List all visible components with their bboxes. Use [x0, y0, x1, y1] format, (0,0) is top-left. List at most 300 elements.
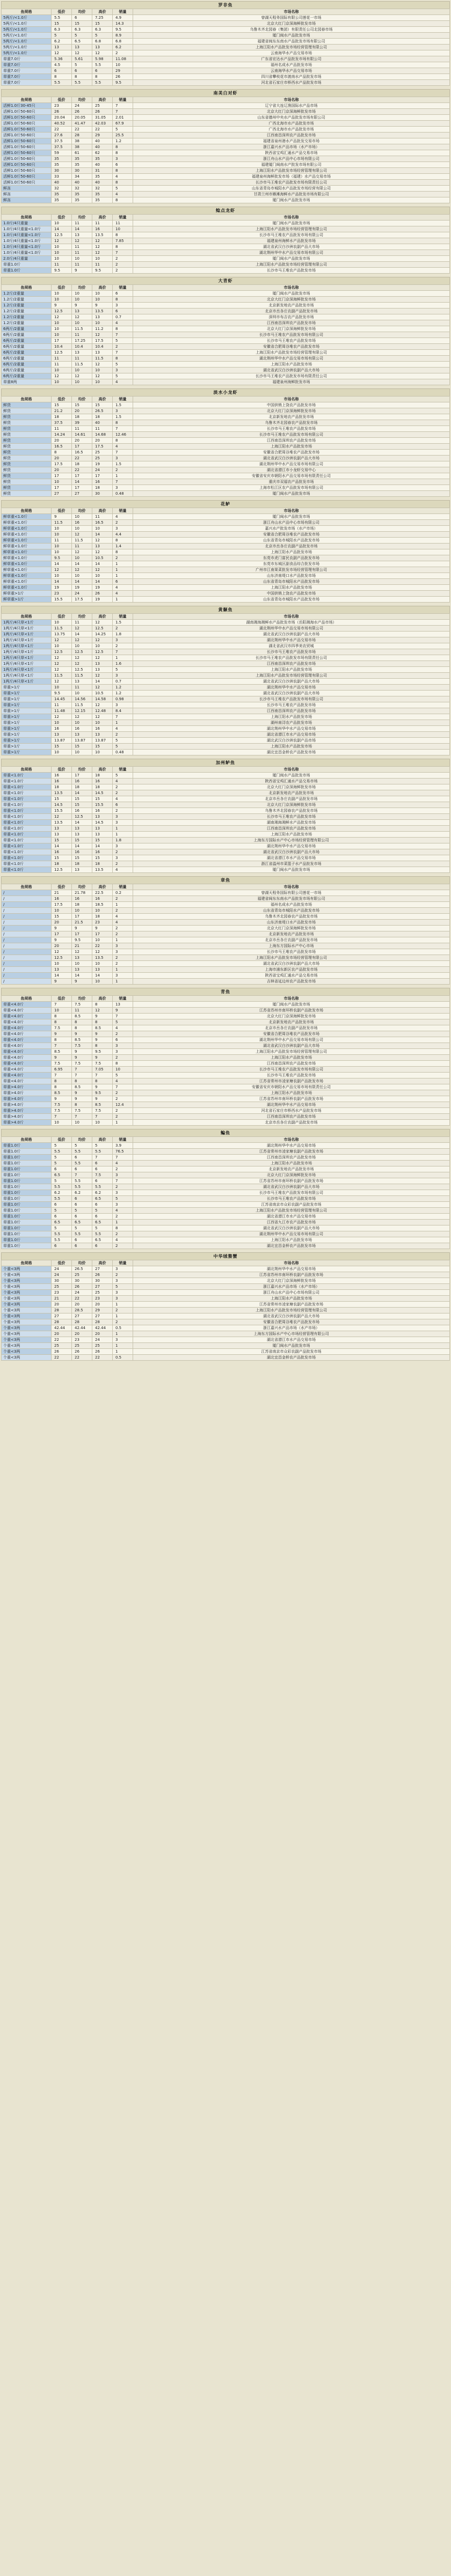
sales-volume-cell: 1	[113, 561, 133, 567]
table-row	[2, 820, 450, 826]
section-jiazhouluyu	[1, 759, 450, 873]
sales-volume-cell: 5	[113, 338, 133, 344]
avg-price-cell: 14	[72, 479, 92, 485]
table-row	[2, 591, 450, 597]
avg-price-cell: 6	[72, 1202, 92, 1208]
low-price-cell: 13	[52, 967, 72, 973]
price-table	[1, 396, 450, 497]
avg-price-cell: 16.5	[72, 450, 92, 456]
sales-volume-cell: 5	[113, 744, 133, 750]
avg-price-cell: 12	[72, 549, 92, 555]
market-name-cell: 江西南昌深圳农产品批发市场	[133, 320, 450, 326]
fish-spec-cell: 活鲜1.0斤30-45只	[2, 103, 52, 109]
avg-price-cell: 28.5	[72, 1308, 92, 1313]
fish-spec-cell: 草重<1.0斤	[2, 832, 52, 838]
market-name-cell: 北京大红门京深海鲜批发市场	[133, 1014, 450, 1019]
sales-volume-cell: 2	[113, 955, 133, 961]
sales-volume-cell: 8	[113, 232, 133, 238]
high-price-cell: 22	[92, 127, 113, 133]
market-name-cell: 江西南昌深圳农产品批发市场	[133, 1061, 450, 1067]
market-name-cell: 山东济南堤口水产品批发市场	[133, 573, 450, 579]
high-price-cell: 12	[92, 620, 113, 626]
high-price-cell: 14	[92, 843, 113, 849]
fish-spec-cell: 草重<1.0斤	[2, 790, 52, 796]
low-price-cell: 8	[52, 1084, 72, 1090]
table-row	[2, 197, 450, 203]
fish-spec-cell: 6两斤/2重量	[2, 368, 52, 373]
fish-spec-cell: 1.0斤/4只重量<1.0斤	[2, 238, 52, 244]
sales-volume-cell: 2	[113, 808, 133, 814]
fish-spec-cell: 鲜货	[2, 426, 52, 432]
market-name-cell: 厦门闽水产品批发市场	[133, 256, 450, 262]
avg-price-cell: 8	[72, 1102, 92, 1108]
low-price-cell: 14	[52, 561, 72, 567]
fish-spec-cell: 1.2斤/2重量	[2, 303, 52, 309]
high-price-cell: 10	[92, 379, 113, 385]
avg-price-cell: 10	[72, 297, 92, 303]
low-price-cell: 10	[52, 320, 72, 326]
low-price-cell: 8.5	[52, 1049, 72, 1055]
sales-volume-cell: 2	[113, 1090, 133, 1096]
avg-price-cell: 17	[72, 773, 92, 779]
avg-price-cell: 21.78	[72, 890, 92, 896]
column-header-sales: 销量	[113, 996, 133, 1002]
column-header-high: 高价	[92, 97, 113, 103]
table-row	[2, 779, 450, 784]
avg-price-cell: 15	[72, 796, 92, 802]
avg-price-cell: 5.5	[72, 1231, 92, 1237]
low-price-cell: 7.5	[52, 1061, 72, 1067]
fish-spec-cell: 1两斤/4只草<1斤	[2, 620, 52, 626]
table-row	[2, 444, 450, 450]
table-row	[2, 808, 450, 814]
low-price-cell: 9.5	[52, 691, 72, 696]
high-price-cell: 10	[92, 368, 113, 373]
avg-price-cell: 12	[72, 626, 92, 632]
market-name-cell: 上海江阳水产品批发市场	[133, 1090, 450, 1096]
table-row	[2, 1237, 450, 1243]
market-name-cell: 湖南湘海湘鲜水产品批发市场（岳阳湘海水产品市场）	[133, 620, 450, 626]
avg-price-cell: 12.5	[72, 667, 92, 673]
fish-spec-cell: 鲜货	[2, 479, 52, 485]
table-row	[2, 297, 450, 303]
fish-spec-cell: 草重>4.0斤	[2, 1096, 52, 1102]
high-price-cell: 30	[92, 1278, 113, 1284]
fish-spec-cell: /	[2, 961, 52, 967]
fish-spec-cell: 草重1.0斤	[2, 1225, 52, 1231]
low-price-cell: 5.36	[52, 56, 72, 62]
table-row	[2, 262, 450, 268]
sales-volume-cell: 4	[113, 174, 133, 180]
sales-volume-cell: 7	[113, 1155, 133, 1161]
market-name-cell: 长沙市马王堆农产品批发市场有限公司	[133, 332, 450, 338]
market-name-cell: 浙江省温州市菜篮子水产品批发市场	[133, 861, 450, 867]
fish-spec-cell: 草重>1斤	[2, 744, 52, 750]
column-header-low: 低价	[52, 508, 72, 514]
sales-volume-cell: 3	[113, 1290, 133, 1296]
table-row	[2, 573, 450, 579]
market-name-cell: 上海东方国际水产中心市场经营管理有限公司	[133, 838, 450, 843]
column-header-market: 市场名称	[133, 884, 450, 890]
low-price-cell: 12.5	[52, 867, 72, 873]
avg-price-cell: 11	[72, 221, 92, 226]
column-header-avg: 均价	[72, 397, 92, 402]
fish-spec-cell: 1两斤/4只草<1斤	[2, 667, 52, 673]
low-price-cell: 14	[52, 579, 72, 585]
table-row	[2, 620, 450, 626]
market-name-cell: 上海江阳水产品批发市场	[133, 444, 450, 450]
high-price-cell: 35	[92, 192, 113, 197]
avg-price-cell: 11.5	[72, 362, 92, 368]
high-price-cell: 10	[92, 1120, 113, 1126]
sales-volume-cell: 2	[113, 1096, 133, 1102]
column-header-spec: 鱼规格	[2, 397, 52, 402]
low-price-cell: 8	[52, 1019, 72, 1025]
low-price-cell: 20.04	[52, 115, 72, 121]
high-price-cell: 20	[92, 1302, 113, 1308]
low-price-cell: 24	[52, 1272, 72, 1278]
sales-volume-cell: 7	[113, 1014, 133, 1019]
table-row	[2, 714, 450, 720]
price-table	[1, 995, 450, 1126]
fish-spec-cell: 鲜货	[2, 432, 52, 438]
market-name-cell: 北京大红门京深海鲜批发市场	[133, 784, 450, 790]
high-price-cell: 14	[92, 561, 113, 567]
market-name-cell: 湖北荆州华中水产品交易市场有限公司	[133, 1231, 450, 1237]
high-price-cell: 12	[92, 238, 113, 244]
low-price-cell: 40	[52, 180, 72, 186]
column-header-avg: 均价	[72, 1137, 92, 1143]
table-row	[2, 1296, 450, 1302]
avg-price-cell: 5	[72, 33, 92, 39]
high-price-cell: 17	[92, 473, 113, 479]
avg-price-cell: 10	[72, 320, 92, 326]
low-price-cell: 10	[52, 244, 72, 250]
sales-volume-cell: 6	[113, 1037, 133, 1043]
avg-price-cell: 11	[72, 356, 92, 362]
high-price-cell: 10	[92, 320, 113, 326]
low-price-cell: 18	[52, 861, 72, 867]
fish-spec-cell: 草重1.0斤	[2, 268, 52, 274]
table-row	[2, 473, 450, 479]
sales-volume-cell: 11	[113, 221, 133, 226]
market-name-cell: 湖北荆州华中水产品交易市场有限公司	[133, 250, 450, 256]
high-price-cell: 6	[92, 1243, 113, 1249]
sales-volume-cell: 5	[113, 1284, 133, 1290]
market-name-cell: 北京市岳各庄农副产品批发市场	[133, 1025, 450, 1031]
high-price-cell: 12	[92, 549, 113, 555]
fish-spec-cell: 草重7.0斤	[2, 74, 52, 80]
fish-spec-cell: 草重1.0斤	[2, 1220, 52, 1225]
avg-price-cell: 15	[72, 402, 92, 408]
avg-price-cell: 12	[72, 637, 92, 643]
column-header-spec: 鱼规格	[2, 614, 52, 620]
avg-price-cell: 9	[72, 979, 92, 985]
sales-volume-cell: 3	[113, 1278, 133, 1284]
sales-volume-cell: 7	[113, 250, 133, 256]
fish-spec-cell: 个重<3两	[2, 1319, 52, 1325]
market-name-cell: 湖北荆州华中水产品交易市场	[133, 637, 450, 643]
table-row	[2, 1284, 450, 1290]
avg-price-cell: 12.5	[72, 814, 92, 820]
table-row	[2, 667, 450, 673]
high-price-cell: 18	[92, 485, 113, 491]
table-row	[2, 138, 450, 144]
low-price-cell: 11	[52, 426, 72, 432]
avg-price-cell: 10	[72, 514, 92, 520]
column-header-avg: 均价	[72, 1260, 92, 1266]
section-title: 加州鲈鱼	[1, 759, 450, 766]
column-header-market: 市场名称	[133, 9, 450, 15]
avg-price-cell: 13	[72, 832, 92, 838]
sales-volume-cell: 1.6	[113, 661, 133, 667]
fish-spec-cell: 6两斤/2重量	[2, 338, 52, 344]
high-price-cell: 12	[92, 702, 113, 708]
sales-volume-cell: 2	[113, 262, 133, 268]
high-price-cell: 25	[92, 450, 113, 456]
avg-price-cell: 35	[72, 156, 92, 162]
fish-spec-cell: 1.2斤/2重量	[2, 297, 52, 303]
market-name-cell: 福州名成水产品批发市场	[133, 62, 450, 68]
fish-spec-cell: 个重<3两	[2, 1337, 52, 1343]
sales-volume-cell: 3	[113, 702, 133, 708]
sales-volume-cell: 1.5	[113, 620, 133, 626]
market-name-cell: 长沙市马王堆农产品批发市场	[133, 426, 450, 432]
table-row	[2, 426, 450, 432]
column-header-market: 市场名称	[133, 996, 450, 1002]
low-price-cell: 15.5	[52, 597, 72, 603]
low-price-cell: 12	[52, 567, 72, 573]
low-price-cell: 13.75	[52, 632, 72, 637]
high-price-cell: 6	[92, 68, 113, 74]
avg-price-cell: 17	[72, 444, 92, 450]
sales-volume-cell: 4	[113, 320, 133, 326]
low-price-cell: 16	[52, 779, 72, 784]
market-name-cell: 上海江阳水产品批发市场	[133, 714, 450, 720]
low-price-cell: 10	[52, 332, 72, 338]
avg-price-cell: 27	[72, 491, 92, 497]
market-name-cell: 北京大红门京深海鲜批发市场	[133, 802, 450, 808]
low-price-cell: 7	[52, 1002, 72, 1008]
market-name-cell: 江苏省南京市众彩农副产品批发市场	[133, 1202, 450, 1208]
column-header-high: 高价	[92, 614, 113, 620]
market-name-cell: 曾湖天程务国际有限公司莲花一市场	[133, 15, 450, 21]
price-table	[1, 1136, 450, 1249]
table-row	[2, 256, 450, 262]
section-huangsangyu	[1, 606, 450, 755]
sales-volume-cell: 2	[113, 1055, 133, 1061]
market-name-cell: 安徽省安庆市朝阳水产品交易市场有限责任公司	[133, 1084, 450, 1090]
avg-price-cell: 13	[72, 232, 92, 238]
high-price-cell: 12	[92, 250, 113, 256]
avg-price-cell: 6.2	[72, 1190, 92, 1196]
market-name-cell: 广州市江南果菜批发市场经营管理有限公司	[133, 567, 450, 573]
low-price-cell: 13.5	[52, 790, 72, 796]
market-name-cell: 浙江嘉兴水产品市场（水产市场）	[133, 1325, 450, 1331]
high-price-cell: 8.5	[92, 1025, 113, 1031]
high-price-cell: 12	[92, 538, 113, 544]
fish-spec-cell: 鲜货	[2, 420, 52, 426]
market-name-cell: 湖北省潜江市水产品交易市场	[133, 1337, 450, 1343]
sales-volume-cell: 5	[113, 1019, 133, 1025]
sales-volume-cell: 8	[113, 538, 133, 544]
avg-price-cell: 14	[72, 579, 92, 585]
table-row	[2, 1214, 450, 1220]
low-price-cell: 9	[52, 1096, 72, 1102]
sales-volume-cell: 29	[113, 68, 133, 74]
fish-spec-cell: /	[2, 926, 52, 931]
column-header-market: 市场名称	[133, 508, 450, 514]
fish-spec-cell: 草重<1.0斤	[2, 843, 52, 849]
low-price-cell: 17	[52, 931, 72, 937]
low-price-cell: 13	[52, 732, 72, 738]
low-price-cell: 21	[52, 1296, 72, 1302]
sales-volume-cell: 3	[113, 1296, 133, 1302]
market-name-cell: 乌鲁木齐北园春农产品批发市场	[133, 914, 450, 920]
column-header-avg: 均价	[72, 508, 92, 514]
table-row	[2, 1349, 450, 1355]
column-header-sales: 销量	[113, 285, 133, 291]
sales-volume-cell: 3	[113, 949, 133, 955]
table-row	[2, 479, 450, 485]
market-name-cell: 安徽省合肥周谷堆农产品批发市场	[133, 532, 450, 538]
column-header-sales: 销量	[113, 1260, 133, 1266]
fish-spec-cell: 鲜草重<1.0斤	[2, 532, 52, 538]
table-row	[2, 691, 450, 696]
table-row	[2, 732, 450, 738]
sales-volume-cell: 5	[113, 186, 133, 192]
table-row	[2, 268, 450, 274]
table-row	[2, 1102, 450, 1108]
column-header-spec: 鱼规格	[2, 1260, 52, 1266]
fish-spec-cell: 1.0斤/4只重量<1.0斤	[2, 244, 52, 250]
table-row	[2, 344, 450, 350]
table-row	[2, 567, 450, 573]
table-row	[2, 1143, 450, 1149]
fish-spec-cell: 草重<1.0斤	[2, 779, 52, 784]
avg-price-cell: 13	[72, 350, 92, 356]
table-row	[2, 303, 450, 309]
fish-spec-cell: 草重<4.0斤	[2, 1008, 52, 1014]
high-price-cell: 6.5	[92, 1220, 113, 1225]
low-price-cell: 20	[52, 456, 72, 461]
fish-spec-cell: 草重<4.0斤	[2, 1061, 52, 1067]
market-name-cell: 江苏省苏州市南环桥农副产品批发市场	[133, 1272, 450, 1278]
low-price-cell: 6.2	[52, 39, 72, 45]
market-name-cell: 长沙市马王堆农产品批发市场有限责任公司	[133, 655, 450, 661]
fish-spec-cell: 鲜草重>1斤	[2, 591, 52, 597]
table-row	[2, 1008, 450, 1014]
low-price-cell: 11.5	[52, 673, 72, 679]
table-row	[2, 1196, 450, 1202]
table-row	[2, 637, 450, 643]
fish-spec-cell: 草重>1斤	[2, 708, 52, 714]
fish-spec-cell: 鲜草重>1斤	[2, 597, 52, 603]
high-price-cell: 13.87	[92, 738, 113, 744]
market-name-cell: 广西北海市水产品批发市场	[133, 127, 450, 133]
fish-spec-cell: 草重1.0斤	[2, 1172, 52, 1178]
table-row	[2, 1049, 450, 1055]
low-price-cell: 42.44	[52, 1325, 72, 1331]
sales-volume-cell: 8	[113, 356, 133, 362]
low-price-cell: 27	[52, 1313, 72, 1319]
low-price-cell: 5.5	[52, 1184, 72, 1190]
market-name-cell: 长沙市马王堆农产品批发市场	[133, 949, 450, 955]
sales-volume-cell: 3	[113, 156, 133, 162]
market-name-cell: 江苏省常州市凌家塘农副产品批发市场	[133, 1078, 450, 1084]
high-price-cell: 11.5	[92, 356, 113, 362]
section-mangyu	[1, 1129, 450, 1249]
avg-price-cell: 17	[72, 485, 92, 491]
low-price-cell: 40.52	[52, 121, 72, 127]
table-header-row	[2, 397, 450, 402]
market-name-cell: 上海江阳水产品批发市场经营管理有限公司	[133, 226, 450, 232]
sales-volume-cell: 10	[113, 62, 133, 68]
table-row	[2, 914, 450, 920]
high-price-cell: 40	[92, 138, 113, 144]
market-name-cell: 上海东方国际水产中心市场	[133, 943, 450, 949]
fish-spec-cell: 鲜草重<1.0斤	[2, 520, 52, 526]
column-header-low: 低价	[52, 215, 72, 221]
market-name-cell: 长沙市马王堆农产品批发市场	[133, 268, 450, 274]
high-price-cell: 12	[92, 714, 113, 720]
high-price-cell: 12	[92, 637, 113, 643]
table-row	[2, 103, 450, 109]
sales-volume-cell: 2	[113, 1108, 133, 1114]
low-price-cell: 10	[52, 1120, 72, 1126]
avg-price-cell: 6	[72, 1155, 92, 1161]
table-row	[2, 244, 450, 250]
column-header-sales: 销量	[113, 508, 133, 514]
table-row	[2, 467, 450, 473]
table-row	[2, 186, 450, 192]
low-price-cell: 10	[52, 379, 72, 385]
sales-volume-cell: 5	[113, 773, 133, 779]
low-price-cell: 16	[52, 896, 72, 902]
fish-spec-cell: 1两斤/4只草<1斤	[2, 632, 52, 637]
avg-price-cell: 39	[72, 420, 92, 426]
sales-volume-cell: 1.2	[113, 691, 133, 696]
sales-volume-cell: 6	[113, 162, 133, 168]
sales-volume-cell: 6	[113, 309, 133, 314]
avg-price-cell: 17.5	[72, 597, 92, 603]
market-name-cell: 上海市松江区农产品批发市场有限公司	[133, 485, 450, 491]
fish-spec-cell: 个重<3两	[2, 1349, 52, 1355]
table-row	[2, 726, 450, 732]
high-price-cell: 9	[92, 303, 113, 309]
high-price-cell: 10	[92, 720, 113, 726]
sales-volume-cell: 1.2	[113, 138, 133, 144]
market-name-cell: 上海江阳水产品批发市场经营管理有限公司	[133, 1208, 450, 1214]
high-price-cell: 9	[92, 1014, 113, 1019]
market-name-cell: 湖北荆州华中水产品交易市场有限公司	[133, 1037, 450, 1043]
table-row	[2, 949, 450, 955]
market-name-cell: 厦门闽水产品批发市场	[133, 291, 450, 297]
sales-volume-cell: 2	[113, 961, 133, 967]
fish-spec-cell: 草重<1.0斤	[2, 808, 52, 814]
avg-price-cell: 6	[72, 15, 92, 21]
low-price-cell: 12	[52, 655, 72, 661]
fish-spec-cell: 草重<1.0斤	[2, 784, 52, 790]
market-name-cell: 湖北武汉白沙洲农副产品市场	[133, 738, 450, 744]
low-price-cell: 6	[52, 68, 72, 74]
avg-price-cell: 12	[72, 655, 92, 661]
section-title: 罗非鱼	[1, 1, 450, 9]
table-row	[2, 1025, 450, 1031]
high-price-cell: 12	[92, 949, 113, 955]
fish-spec-cell: 1.0斤/4只重量<1.0斤	[2, 250, 52, 256]
avg-price-cell: 22	[72, 1355, 92, 1361]
